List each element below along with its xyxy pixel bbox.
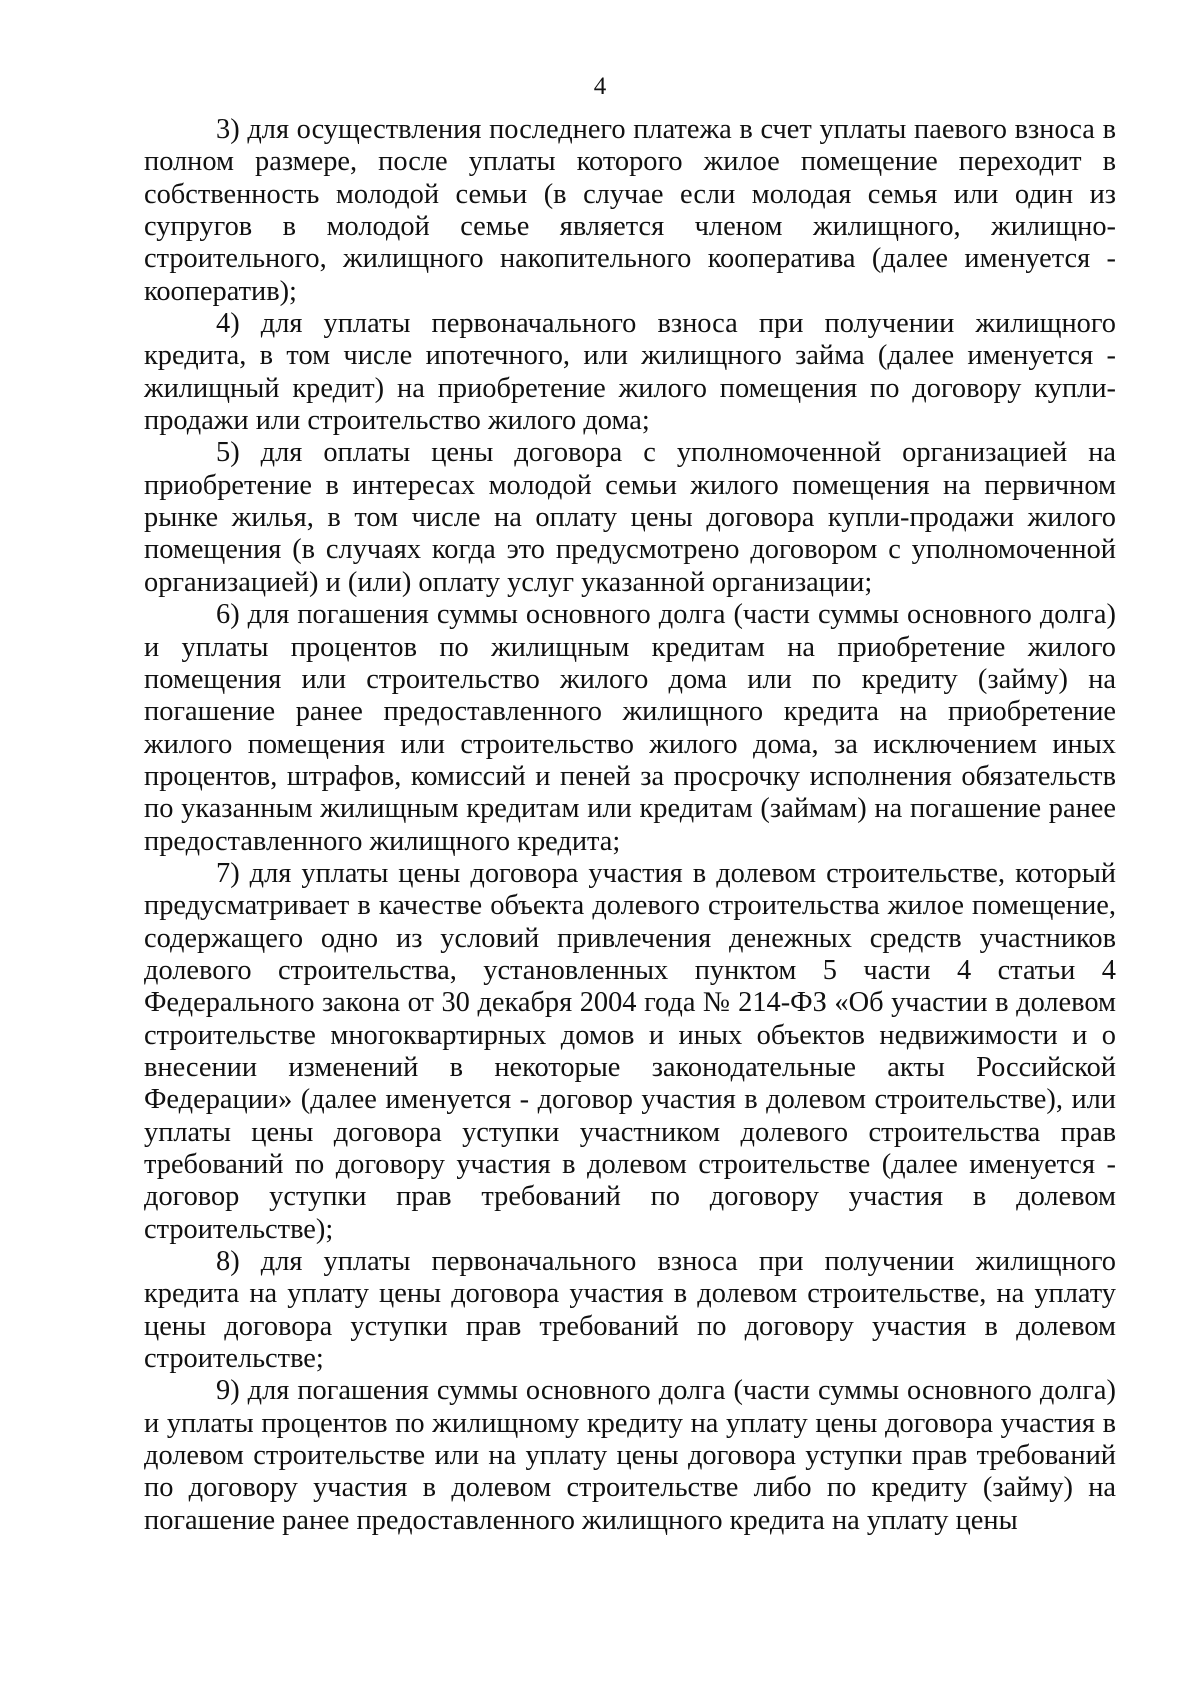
document-body [144,114,1116,1537]
paragraph-item-7: 7) для уплаты цены договора участия в долевом строительстве, который предусматривает в качестве объекта долевого строительства жилое помещение, содержащего одно из условий привлечения денежных средств участников долевого строительства, установленных пунктом 5 части 4 статьи 4 Федерального закона от 30 декабря 2004 года № 214-ФЗ «Об участии в долевом строительстве многоквартирных домов и иных объектов недвижимости и о внесении изменений в некоторые законодательные акты Российской Федерации» (далее именуется - договор участия в долевом строительстве), или уплаты цены договора уступки участником долевого строительства прав требований по договору участия в долевом строительстве (далее именуется - договор уступки прав требований по договору участия в долевом строительстве); [144,857,1116,1245]
paragraph-item-5: 5) для оплаты цены договора с уполномоченной организацией на приобретение в интересах молодой семьи жилого помещения на первичном рынке жилья, в том числе на оплату цены договора купли-продажи жилого помещения (в случаях когда это предусмотрено договором с уполномоченной организацией) и (или) оплату услуг указанной организации; [144,437,1116,598]
paragraph-item-9: 9) для погашения суммы основного долга (части суммы основного долга) и уплаты процентов по жилищному кредиту на уплату цены договора участия в долевом строительстве или на уплату цены договора уступки прав требований по договору участия в долевом строительстве либо по кредиту (займу) на погашение ранее предоставленного жилищного кредита на уплату цены [144,1375,1116,1536]
paragraph-item-8: 8) для уплаты первоначального взноса при получении жилищного кредита на уплату цены договора участия в долевом строительстве, на уплату цены договора уступки прав требований по договору участия в долевом строительстве; [144,1246,1116,1375]
paragraph-item-4: 4) для уплаты первоначального взноса при получении жилищного кредита, в том числе ипотечного, или жилищного займа (далее именуется - жилищный кредит) на приобретение жилого помещения по договору купли-продажи или строительство жилого дома; [144,308,1116,437]
paragraph-item-3: 3) для осуществления последнего платежа в счет уплаты паевого взноса в полном размере, после уплаты которого жилое помещение переходит в собственность молодой семьи (в случае если молодая семья или один из супругов в молодой семье является членом жилищного, жилищно-строительного, жилищного накопительного кооператива (далее именуется - кооператив); [144,114,1116,307]
paragraph-item-6: 6) для погашения суммы основного долга (части суммы основного долга) и уплаты процентов по жилищным кредитам на приобретение жилого помещения или строительство жилого дома или по кредиту (займу) на погашение ранее предоставленного жилищного кредита на приобретение жилого помещения или строительство жилого дома, за исключением иных процентов, штрафов, комиссий и пеней за просрочку исполнения обязательств по указанным жилищным кредитам или кредитам (займам) на погашение ранее предоставленного жилищного кредита; [144,599,1116,857]
page-number: 4 [593,73,607,100]
